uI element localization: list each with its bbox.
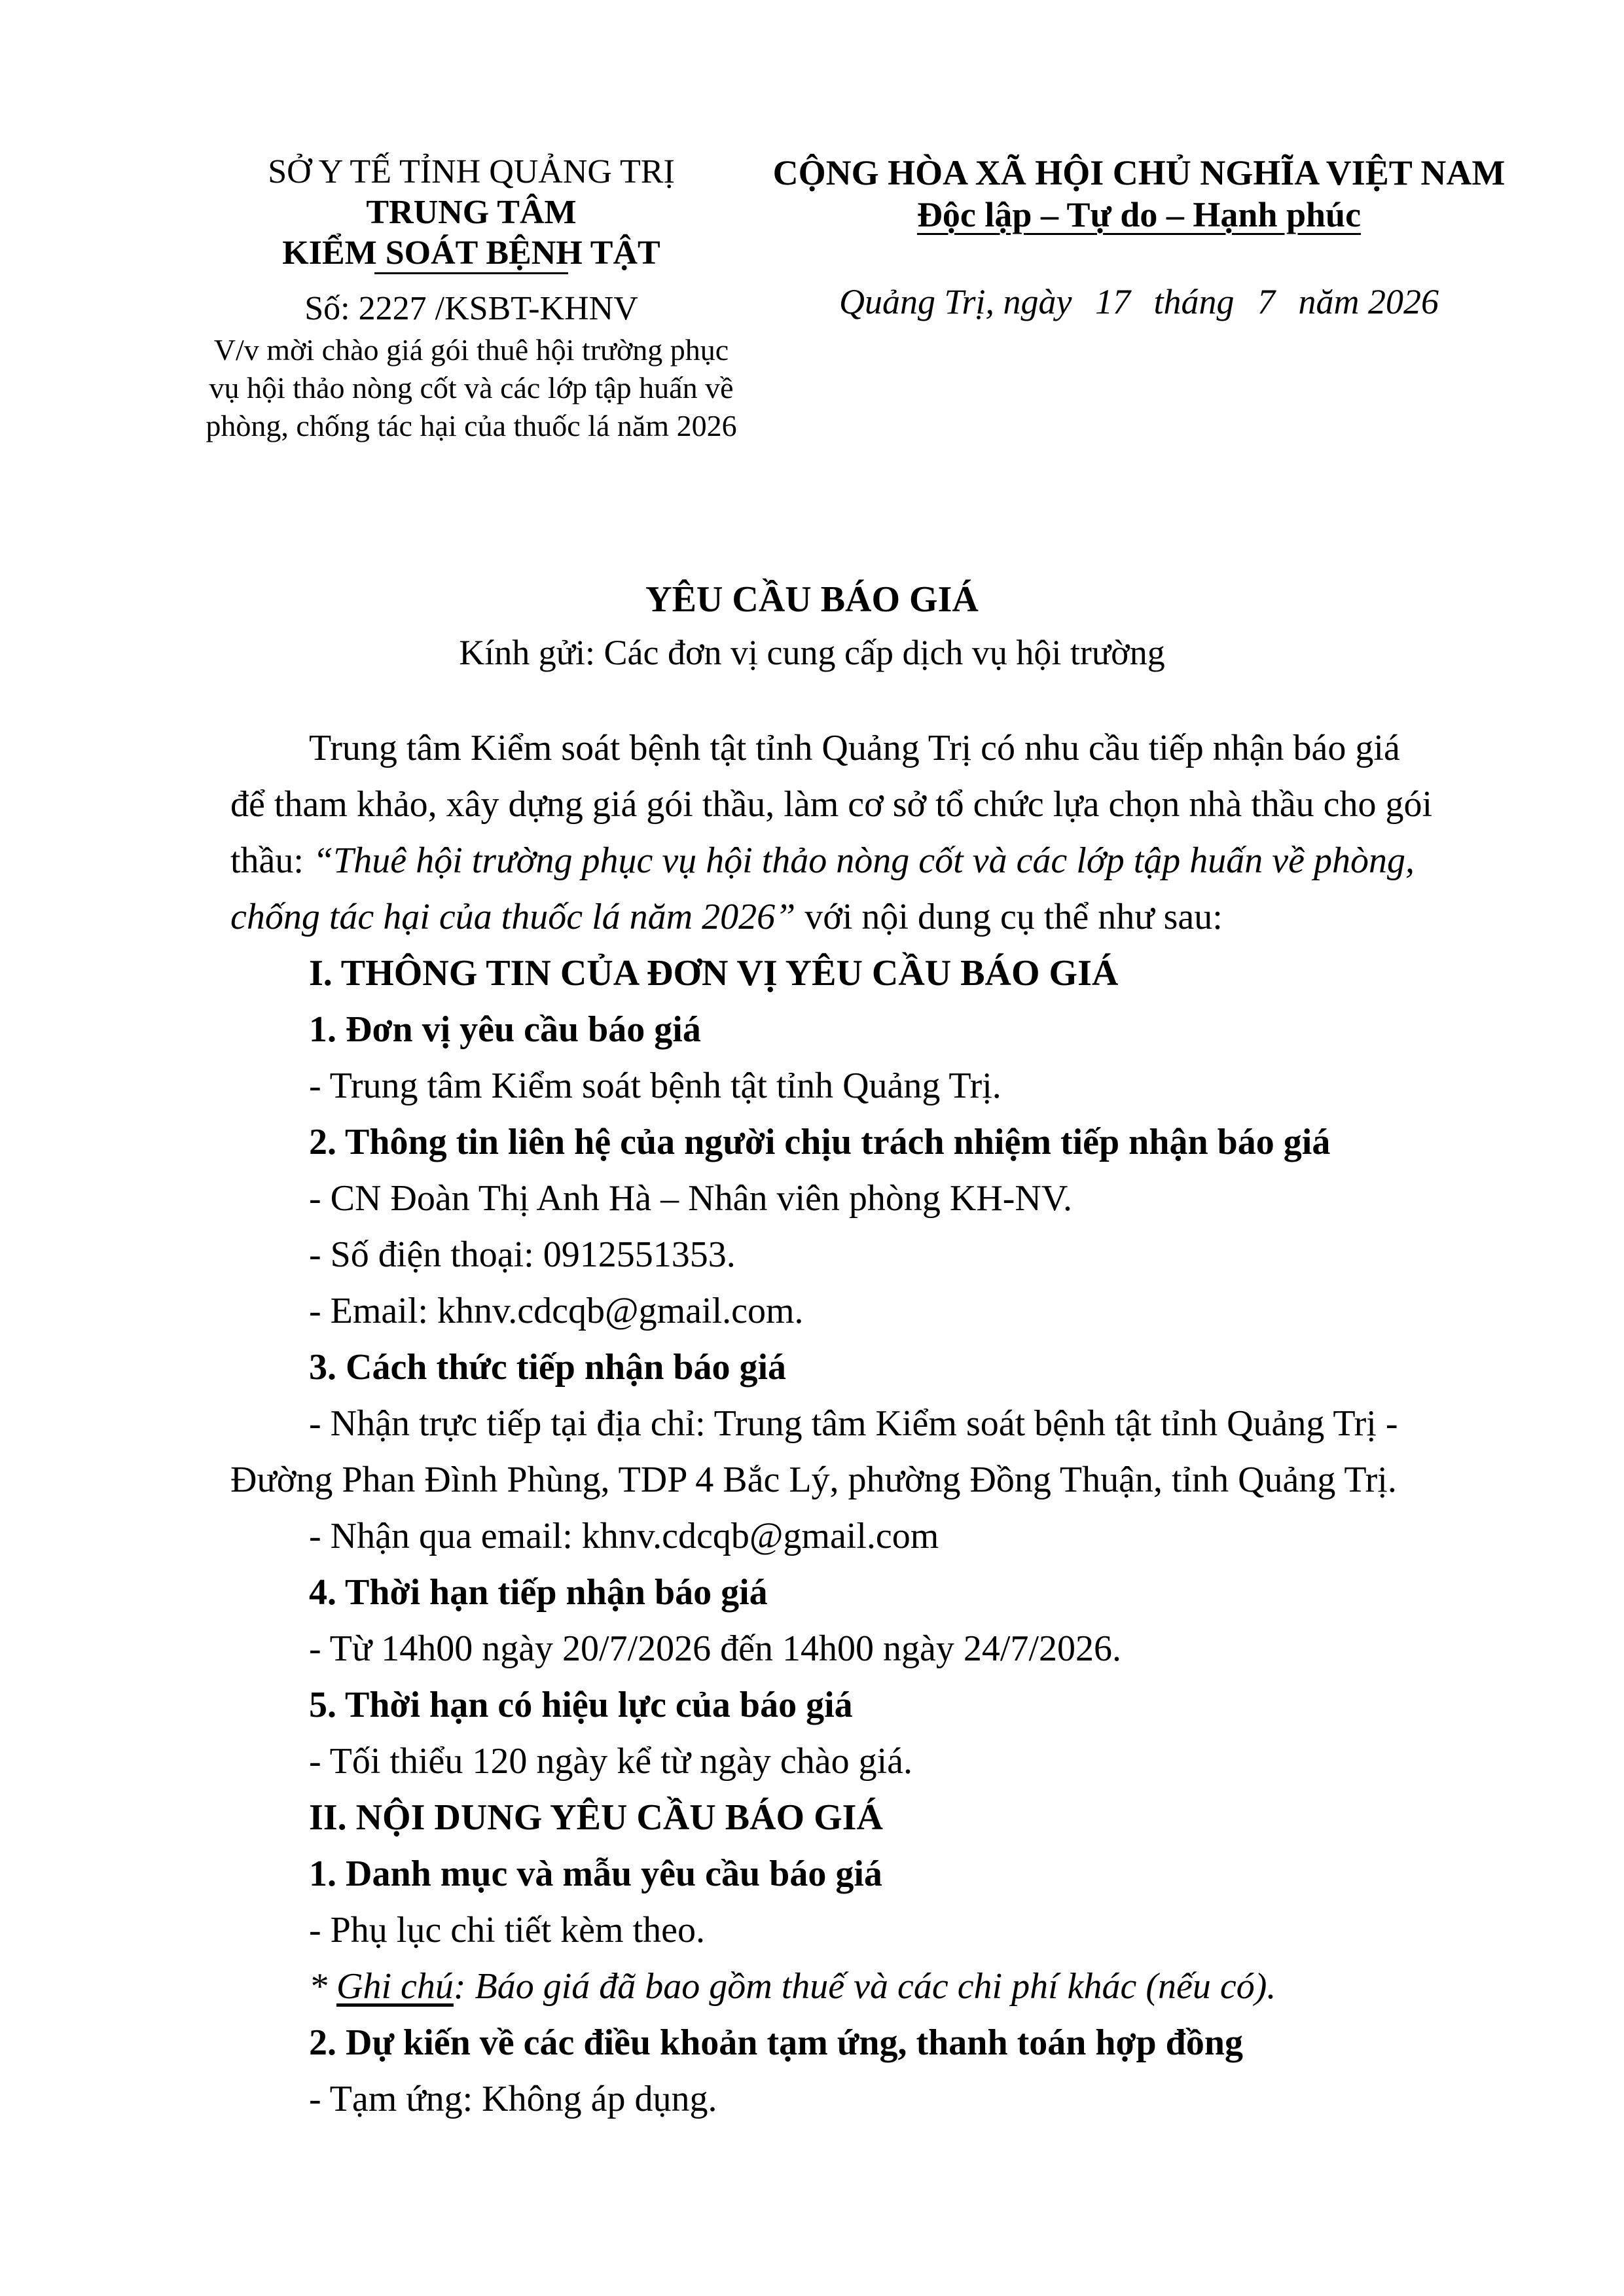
recipient: Kính gửi: Các đơn vị cung cấp dịch vụ hội trường (459, 633, 1165, 672)
date-year: 2026 (1368, 282, 1439, 321)
intro-prefix: thầu: (230, 840, 304, 881)
section-2-1-heading: 1. Danh mục và mẫu yêu cầu báo giá (309, 1854, 882, 1894)
national-title: CỘNG HÒA XÃ HỘI CHỦ NGHĨA VIỆT NAM (772, 153, 1506, 192)
document-subject: V/v mời chào giá gói thuê hội trường phục vụ hội thảo nòng cốt và các lớp tập huấn về phòng, chống tác hại của thuốc lá năm 2026 (206, 333, 737, 442)
contact-email: - Email: khnv.cdcqb@gmail.com. (309, 1291, 804, 1331)
doc-number: 2227 (358, 290, 427, 327)
section-1-1-text: - Trung tâm Kiểm soát bệnh tật tỉnh Quảng Trị. (309, 1066, 1001, 1106)
direct-address-line2: Đường Phan Đình Phùng, TDP 4 Bắc Lý, phường Đồng Thuận, tỉnh Quảng Trị. (230, 1460, 1397, 1500)
date-prefix: Quảng Trị, ngày (839, 282, 1072, 321)
section-2-2-heading: 2. Dự kiến về các điều khoản tạm ứng, thanh toán hợp đồng (309, 2022, 1243, 2063)
doc-number-label: Số: (304, 290, 350, 327)
package-name-part1: “Thuê hội trường phục vụ hội thảo nòng cốt và các lớp tập huấn về phòng, (312, 840, 1415, 881)
issuer-block (216, 152, 727, 274)
date-year-label: năm (1298, 282, 1360, 321)
intro-suffix: với nội dung cụ thể như sau: (804, 897, 1223, 937)
section-1-3-heading: 3. Cách thức tiếp nhận báo giá (309, 1347, 787, 1388)
issuer-underline (374, 272, 568, 274)
intro-line-3 (230, 833, 1461, 889)
section-2-1-text: - Phụ lục chi tiết kèm theo. (309, 1910, 705, 1950)
date-month: 7 (1257, 282, 1276, 321)
section-1-2-heading: 2. Thông tin liên hệ của người chịu trách nhiệm tiếp nhận báo giá (309, 1122, 1331, 1162)
national-heading (759, 152, 1519, 236)
date-month-label: tháng (1153, 282, 1235, 321)
section-1-5-heading: 5. Thời hạn có hiệu lực của báo giá (309, 1685, 853, 1725)
national-motto-wrap (759, 194, 1519, 236)
package-name-part2: chống tác hại của thuốc lá năm 2026” (230, 897, 796, 937)
note-line (230, 1958, 1461, 2015)
date-day: 17 (1095, 282, 1131, 321)
validity-period: - Tối thiểu 120 ngày kể từ ngày chào giá. (309, 1741, 912, 1782)
intro-line-2: để tham khảo, xây dựng giá gói thầu, làm cơ sở tổ chức lựa chọn nhà thầu cho gói (230, 784, 1433, 825)
note-label: Ghi chú (336, 1966, 454, 2007)
section-1-1-heading: 1. Đơn vị yêu cầu báo giá (309, 1009, 701, 1050)
note-star: * (309, 1966, 336, 2007)
direct-address-line1: - Nhận trực tiếp tại địa chỉ: Trung tâm Kiểm soát bệnh tật tỉnh Quảng Trị - (309, 1403, 1398, 1444)
document-date (759, 281, 1519, 322)
email-submission: - Nhận qua email: khnv.cdcqb@gmail.com (309, 1516, 939, 1556)
issuer-org-line2: KIỂM SOÁT BỆNH TẬT (282, 234, 660, 272)
note-text: : Báo giá đã bao gồm thuế và các chi phí khác (nếu có). (453, 1966, 1276, 2007)
document-number (216, 289, 727, 328)
section-2-heading: II. NỘI DUNG YÊU CẦU BÁO GIÁ (309, 1797, 883, 1838)
intro-line-1: Trung tâm Kiểm soát bệnh tật tỉnh Quảng Trị có nhu cầu tiếp nhận báo giá (309, 728, 1400, 768)
document-title: YÊU CẦU BÁO GIÁ (645, 579, 979, 620)
issuer-org-line1: TRUNG TÂM (366, 194, 577, 231)
contact-person: - CN Đoàn Thị Anh Hà – Nhân viên phòng KH-NV. (309, 1178, 1073, 1219)
section-1-heading: I. THÔNG TIN CỦA ĐƠN VỊ YÊU CẦU BÁO GIÁ (309, 953, 1119, 994)
section-2-2-text: - Tạm ứng: Không áp dụng. (309, 2079, 717, 2119)
intro-line-4 (230, 889, 1461, 945)
issuer-department: SỞ Y TẾ TỈNH QUẢNG TRỊ (268, 153, 675, 190)
contact-phone: - Số điện thoại: 0912551353. (309, 1234, 736, 1275)
doc-code: /KSBT-KHNV (435, 290, 638, 327)
section-1-4-heading: 4. Thời hạn tiếp nhận báo giá (309, 1572, 768, 1613)
submission-window: - Từ 14h00 ngày 20/7/2026 đến 14h00 ngày 24/7/2026. (309, 1628, 1121, 1669)
national-motto: Độc lập – Tự do – Hạnh phúc (916, 195, 1362, 234)
document-body (230, 720, 1461, 2127)
